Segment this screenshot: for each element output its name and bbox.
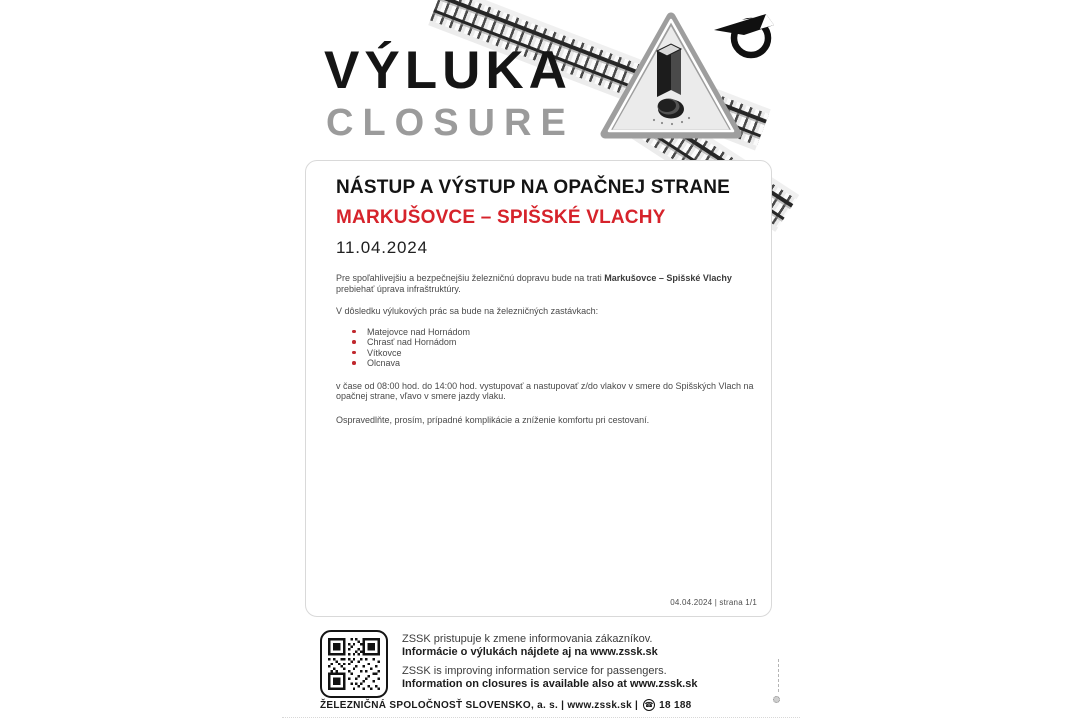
info-strip bbox=[320, 630, 772, 698]
company-footer-text: ŽELEZNIČNÁ SPOLOČNOSŤ SLOVENSKO, a. s. | www.zssk.sk | bbox=[320, 699, 639, 711]
poster-title-sk: VÝLUKA bbox=[324, 41, 572, 100]
info-en-line2: Information on closures is available also at www.zssk.sk bbox=[402, 678, 698, 690]
phone-icon: ☎ bbox=[643, 699, 655, 711]
notice-card bbox=[305, 160, 772, 617]
paragraph-1-text-end: prebiehať úprava infraštruktúry. bbox=[336, 283, 461, 294]
poster-title-en: CLOSURE bbox=[326, 102, 575, 144]
notice-paragraph-4: Ospravedlňte, prosím, prípadné komplikácie a zníženie komfortu pri cestovaní. bbox=[336, 414, 650, 425]
company-footer-line bbox=[320, 699, 692, 711]
notice-route: MARKUŠOVCE – SPIŠSKÉ VLACHY bbox=[336, 207, 666, 228]
station-list-item: Chrasť nad Hornádom bbox=[336, 337, 743, 348]
paragraph-1-text: Pre spoľahlivejšiu a bezpečnejšiu železničnú dopravu bude na trati bbox=[336, 273, 605, 283]
info-text-block bbox=[402, 630, 697, 698]
station-list-item: Olcnava bbox=[336, 358, 743, 369]
notice-paragraph-1 bbox=[336, 273, 770, 294]
qr-code-icon bbox=[320, 630, 388, 698]
info-sk-line1: ZSSK pristupuje k zmene informovania zákazníkov. bbox=[402, 633, 653, 645]
zssk-logo bbox=[714, 8, 780, 60]
notice-paragraph-3: v čase od 08:00 hod. do 14:00 hod. vystupovať a nastupovať z/do vlakov v smere do Spišských Vlach na opačnej strane, vľavo v smere jazdy vlaku. bbox=[336, 380, 754, 401]
station-list-item: Matejovce nad Hornádom bbox=[336, 327, 743, 338]
info-sk-line2: Informácie o výlukách nájdete aj na www.zssk.sk bbox=[402, 646, 658, 658]
page-edge-mark bbox=[282, 717, 800, 718]
notice-title: NÁSTUP A VÝSTUP NA OPAČNEJ STRANE bbox=[336, 177, 731, 198]
notice-page-footer: 04.04.2024 | strana 1/1 bbox=[670, 598, 757, 607]
paragraph-1-route-bold: Markušovce – Spišské Vlachy bbox=[604, 273, 732, 283]
phone-number: 18 188 bbox=[659, 699, 692, 711]
print-registration-mark bbox=[778, 659, 779, 692]
station-list bbox=[336, 327, 743, 369]
info-en-line1: ZSSK is improving information service for passengers. bbox=[402, 665, 667, 677]
print-mark-icon bbox=[773, 696, 780, 703]
station-list-item: Vítkovce bbox=[336, 348, 743, 359]
notice-paragraph-2: V dôsledku výlukových prác sa bude na železničných zastávkach: bbox=[336, 306, 599, 316]
notice-date: 11.04.2024 bbox=[336, 238, 428, 257]
